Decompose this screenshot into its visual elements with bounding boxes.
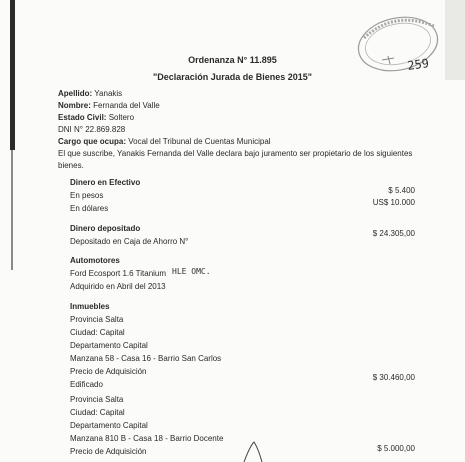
property-1-amount: $ 30.460,00 — [372, 373, 415, 382]
deposit-heading: Dinero depositado — [70, 224, 141, 233]
cash-pesos-label: En pesos — [70, 191, 104, 200]
surname-line — [58, 89, 122, 99]
deposit-amount: $ 24.305,00 — [372, 229, 415, 238]
vehicle-model: Ford Ecosport 1.6 Titanium — [70, 269, 167, 278]
property-2-address: Manzana 810 B - Casa 18 - Barrio Docente — [70, 434, 224, 443]
cash-dollars-label: En dólares — [70, 204, 109, 213]
vehicle-handwritten-note: HLE OMC. — [172, 267, 211, 276]
ordinance-title: Ordenanza N° 11.895 — [188, 55, 277, 65]
post-line — [58, 137, 271, 147]
signature-stroke — [240, 440, 270, 462]
property-2-province: Provincia Salta — [70, 395, 124, 404]
stamp-number: 259 — [406, 56, 430, 73]
cash-dollars-amount: US$ 10.000 — [372, 198, 415, 207]
surname-value: Yanakis — [94, 89, 123, 98]
name-line — [58, 101, 160, 111]
statement-line-1: El que suscribe, Yanakis Fernanda del Valle declara bajo juramento ser propietario de los siguientes — [58, 149, 413, 158]
civil-status-value: Soltero — [108, 113, 135, 122]
civil-status-label: Estado Civil: — [58, 113, 107, 122]
dni-line: DNI N° 22.869.828 — [58, 125, 126, 134]
property-2-department: Departamento Capital — [70, 421, 148, 430]
cash-heading: Dinero en Efectivo — [70, 178, 141, 187]
property-heading: Inmuebles — [70, 302, 110, 311]
post-label: Cargo que ocupa: — [58, 137, 127, 146]
property-1-price-label: Precio de Adquisición — [70, 367, 147, 376]
property-1-department: Departamento Capital — [70, 341, 148, 350]
civil-status-line — [58, 113, 134, 123]
statement-line-2: bienes. — [58, 161, 84, 170]
vehicles-heading: Automotores — [70, 256, 120, 265]
scan-edge-line — [11, 150, 13, 270]
property-1-status: Edificado — [70, 380, 103, 389]
property-2-city: Ciudad: Capital — [70, 408, 125, 417]
name-label: Nombre: — [58, 101, 91, 110]
deposit-account: Depositado en Caja de Ahorro N° — [70, 237, 189, 246]
scan-corner-shade — [445, 0, 465, 80]
surname-label: Apellido: — [58, 89, 93, 98]
property-1-province: Provincia Salta — [70, 315, 124, 324]
property-1-city: Ciudad: Capital — [70, 328, 125, 337]
property-2-amount: $ 5.000,00 — [377, 444, 415, 453]
property-1-address: Manzana 58 - Casa 16 - Barrio San Carlos — [70, 354, 222, 363]
property-2-price-label: Precio de Adquisición — [70, 447, 147, 456]
vehicle-acquired: Adquirido en Abril del 2013 — [70, 282, 166, 291]
post-value: Vocal del Tribunal de Cuentas Municipal — [128, 137, 271, 146]
declaration-title: "Declaración Jurada de Bienes 2015" — [152, 72, 313, 82]
name-value: Fernanda del Valle — [93, 101, 160, 110]
cash-pesos-amount: $ 5.400 — [388, 186, 415, 195]
